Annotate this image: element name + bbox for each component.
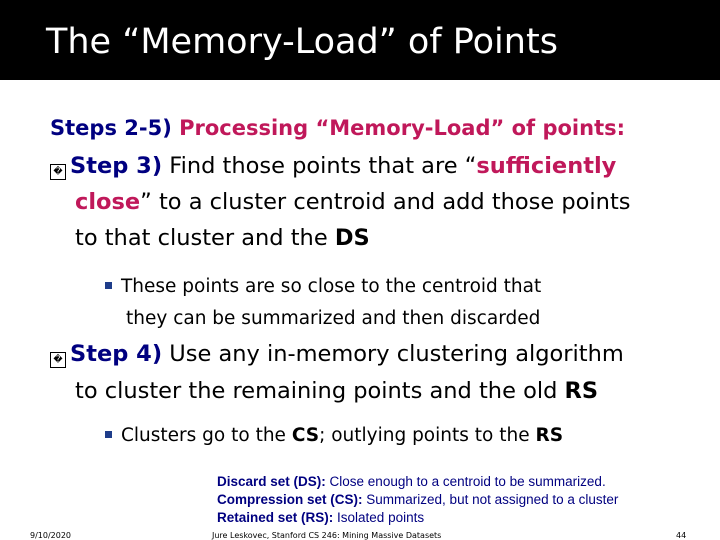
legend-key: Retained set (RS):: [217, 510, 334, 525]
sub-bullet-1: [105, 276, 541, 297]
close-word: close: [75, 189, 141, 215]
square-bullet-icon: [105, 431, 112, 438]
slide-title: The “Memory-Load” of Points: [46, 22, 558, 62]
sub2-text-a: Clusters go to the: [121, 425, 292, 446]
legend-rs: [217, 510, 424, 525]
sub2-text-b: ; outlying points to the: [319, 425, 536, 446]
step4-line2: [75, 378, 598, 404]
legend-key: Compression set (CS):: [217, 492, 363, 507]
step3-line1: [50, 153, 616, 180]
rs-word-2: RS: [535, 425, 564, 446]
sub1-line1: These points are so close to the centroid that: [121, 276, 542, 297]
legend-key: Discard set (DS):: [217, 474, 326, 489]
ds-word: DS: [334, 225, 370, 251]
heading-text: Processing “Memory-Load” of points:: [179, 116, 626, 140]
sub-bullet-2: [105, 425, 563, 446]
step4-text-2: to cluster the remaining points and the old: [75, 378, 565, 404]
step3-line3: [75, 225, 370, 251]
legend-ds: [217, 474, 606, 489]
step4-line1: [50, 341, 624, 368]
step3-text-1: Find those points that are “: [162, 153, 477, 179]
bullet-icon: �: [50, 164, 66, 180]
step3-text-3: to that cluster and the: [75, 225, 335, 251]
step3-line2: [75, 189, 631, 215]
bullet-icon: �: [50, 352, 66, 368]
legend-text: Isolated points: [333, 510, 425, 525]
footer-page-number: 44: [676, 531, 687, 540]
legend-text: Close enough to a centroid to be summarized.: [325, 474, 606, 489]
step3-label: Step 3): [70, 153, 163, 179]
step4-text-1: Use any in-memory clustering algorithm: [162, 341, 624, 367]
footer-credit: Jure Leskovec, Stanford CS 246: Mining Massive Datasets: [212, 531, 442, 540]
step3-text-2: ” to a cluster centroid and add those points: [140, 189, 631, 215]
sufficiently-word: sufficiently: [476, 153, 617, 179]
footer-date: 9/10/2020: [30, 531, 72, 540]
step4-label: Step 4): [70, 341, 163, 367]
square-bullet-icon: [105, 282, 112, 289]
heading-prefix: Steps 2-5): [50, 116, 180, 140]
heading: [50, 116, 625, 140]
rs-word: RS: [564, 378, 599, 404]
legend-text: Summarized, but not assigned to a cluster: [362, 492, 619, 507]
legend-cs: [217, 492, 618, 507]
sub1-line2: they can be summarized and then discarded: [126, 308, 541, 329]
cs-word: CS: [291, 425, 320, 446]
